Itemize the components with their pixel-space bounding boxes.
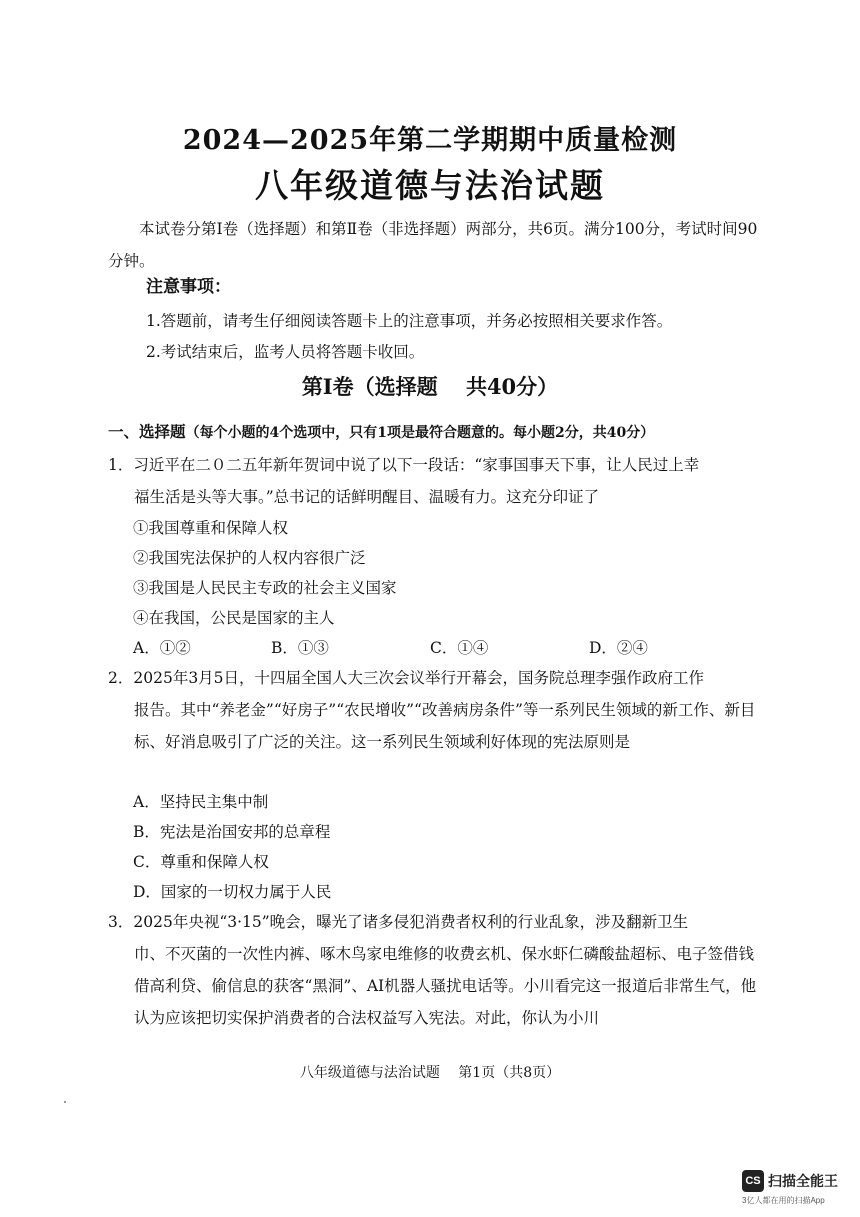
choice-c: C．①④: [430, 639, 489, 657]
question-stem: 习近平在二０二五年新年贺词中说了以下一段话：“家事国事天下事，让人民过上幸: [133, 456, 700, 474]
question-stem: 2025年央视“3·15”晚会，曝光了诸多侵犯消费者权利的行业乱象，涉及翻新卫生: [133, 913, 689, 931]
question-number: 1．: [108, 456, 134, 474]
question-3: [108, 906, 758, 1034]
question-number: 2．: [108, 669, 134, 687]
question-stem-continued: 福生活是头等大事。”总书记的话鲜明醒目、温暖有力。这充分印证了: [134, 488, 600, 506]
choice-b: B．宪法是治国安邦的总章程: [133, 823, 331, 841]
statement-item: ④在我国，公民是国家的主人: [133, 609, 335, 627]
scanner-badge: [742, 1168, 842, 1208]
part-heading: [108, 420, 654, 442]
notes-heading: 注意事项：: [146, 277, 231, 297]
part-label: 一、选择题: [108, 422, 186, 441]
part-instruction: （每个小题的4个选项中，只有1项是最符合题意的。每小题2分，共40分）: [185, 425, 655, 441]
exam-title-line2: 八年级道德与法治试题: [255, 166, 605, 205]
statement-item: ①我国尊重和保障人权: [133, 519, 289, 537]
question-stem-continued: 报告。其中“养老金”“好房子”“农民增收”“改善病房条件”等一系列民生领域的新工作、新目标、好消息吸引了广泛的关注。这一系列民生领域利好体现的宪法原则是: [134, 701, 756, 751]
choice-a: A．坚持民主集中制: [133, 793, 269, 811]
question-2: [108, 662, 758, 758]
intro-paragraph: 本试卷分第Ⅰ卷（选择题）和第Ⅱ卷（非选择题）两部分，共6页。满分100分，考试时间90分钟。: [108, 220, 758, 270]
page-footer: 八年级道德与法治试题 第1页（共8页）: [299, 1065, 561, 1081]
scan-speck: [64, 1101, 66, 1103]
question-number: 3．: [108, 913, 134, 931]
choice-d: D．国家的一切权力属于人民: [133, 883, 332, 901]
question-stem: 2025年3月5日，十四届全国人大三次会议举行开幕会，国务院总理李强作政府工作: [133, 669, 705, 687]
note-item: 1.答题前，请考生仔细阅读答题卡上的注意事项，并务必按照相关要求作答。: [146, 312, 673, 330]
choice-c: C．尊重和保障人权: [133, 853, 269, 871]
section-title: 第Ⅰ卷（选择题 共40分）: [301, 374, 559, 399]
scanner-app-name: 扫描全能王: [768, 1173, 838, 1189]
note-item: 2.考试结束后，监考人员将答题卡收回。: [146, 343, 425, 361]
scanner-tagline: 3亿人都在用的扫描App: [742, 1196, 825, 1205]
choice-b: B．①③: [271, 639, 329, 657]
question-1: [108, 449, 758, 513]
choice-a: A．①②: [133, 639, 191, 657]
statement-item: ②我国宪法保护的人权内容很广泛: [133, 549, 366, 567]
statement-item: ③我国是人民民主专政的社会主义国家: [133, 579, 397, 597]
question-stem-continued: 巾、不灭菌的一次性内裤、啄木鸟家电维修的收费玄机、保水虾仁磷酸盐超标、电子签借钱借高利贷、偷信息的获客“黑洞”、AI机器人骚扰电话等。小川看完这一报道后非常生气，他认为应该把切实保护消费者的合法权益写入宪法。对此，你认为小川: [134, 945, 757, 1027]
choice-d: D．②④: [589, 639, 648, 657]
exam-title-line1: 2024—2025年第二学期期中质量检测: [182, 125, 678, 156]
scanner-logo-icon: CS: [742, 1170, 764, 1192]
